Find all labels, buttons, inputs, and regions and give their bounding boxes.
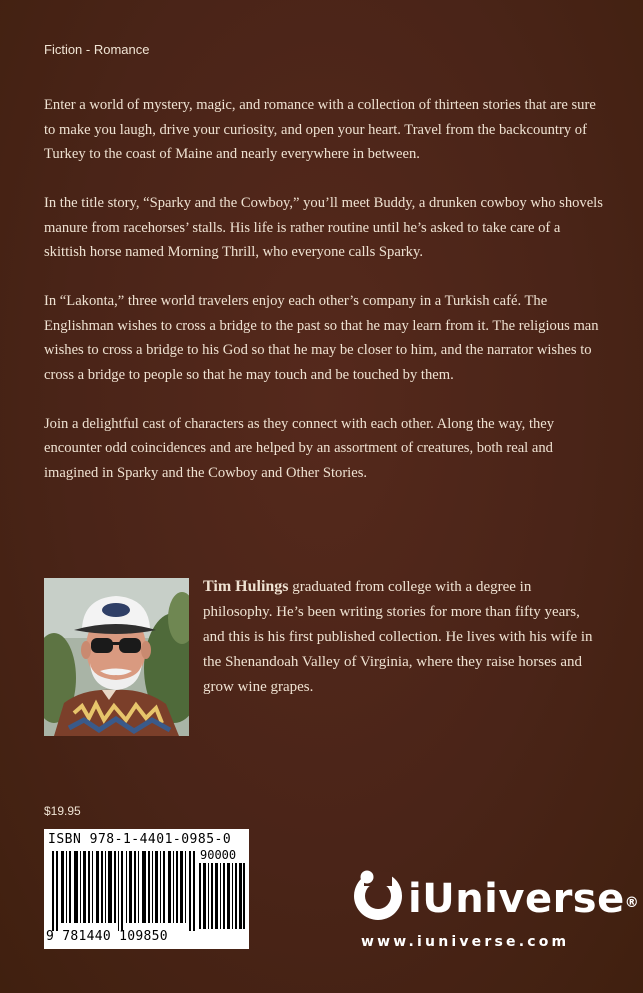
author-bio-text: graduated from college with a degree in philosophy. He’s been writing stories for more than fifty years, and this is his first published collection. He lives with his wife in the Shenandoah Valley of Virginia, where they raise horses and grow wine grapes. — [203, 579, 593, 695]
isbn-barcode — [44, 829, 249, 949]
publisher-url[interactable]: www.iuniverse.com — [361, 934, 570, 950]
blurb-paragraph: Join a delightful cast of characters as they connect with each other. Along the way, they encounter odd coincidences and are helped by an assortment of creatures, both real and imagined in Sparky and the Cowboy and Other Stories. — [44, 415, 555, 481]
barcode-digits: 9 781440 109850 — [46, 929, 168, 944]
registered-mark: ® — [624, 895, 640, 911]
publisher-name-text: iUniverse — [408, 876, 625, 922]
blurb — [44, 93, 604, 510]
author-name: Tim Hulings — [203, 578, 289, 595]
isbn-label: ISBN 978-1-4401-0985-0 — [48, 832, 232, 847]
author-photo-illustration — [44, 578, 189, 736]
author-photo — [44, 578, 189, 736]
barcode-addon-bars — [199, 863, 245, 929]
author-bio — [203, 574, 603, 700]
publisher-name — [408, 877, 639, 921]
blurb-paragraph: Enter a world of mystery, magic, and romance with a collection of thirteen stories that are sure to make you laugh, drive your curiosity, and open your heart. Travel from the backcountry of Turkey to the coast of Maine and nearly everywhere in between. — [44, 97, 596, 162]
blurb-paragraph: In the title story, “Sparky and the Cowboy,” you’ll meet Buddy, a drunken cowboy who shovels manure from racehorses’ stalls. His life is rather routine until he’s asked to take care of a skittish horse named Morning Thrill, who everyone calls Sparky. — [44, 195, 603, 260]
barcode-main-bars — [52, 851, 196, 931]
blurb-paragraph: In “Lakonta,” three world travelers enjoy each other’s company in a Turkish café. The Englishman wishes to cross a bridge to the past so that he may learn from it. The religious man wishes to cross a bridge to his God so that he may be closer to him, and the narrator wishes to cross a bridge to people so that he may touch and be touched by them. — [44, 293, 599, 383]
iuniverse-logo-icon — [348, 862, 408, 922]
price: $19.95 — [44, 804, 81, 818]
category-label: Fiction - Romance — [44, 42, 150, 57]
barcode-addon-number: 90000 — [200, 848, 237, 862]
